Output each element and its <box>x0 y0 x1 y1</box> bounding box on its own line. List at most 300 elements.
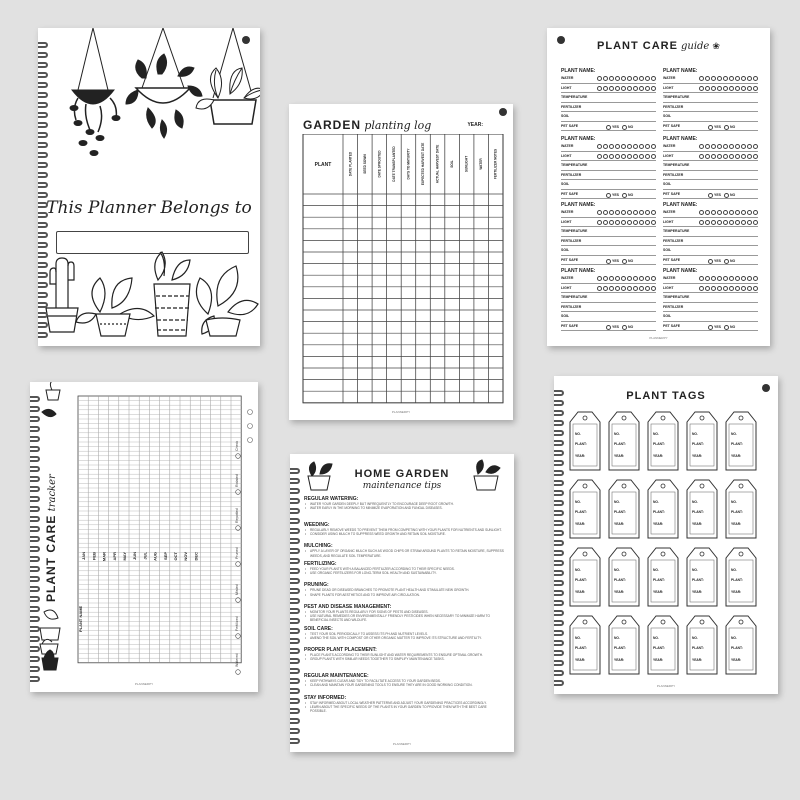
plant-tag[interactable] <box>568 546 602 606</box>
plant-tag[interactable] <box>685 614 719 674</box>
care-row[interactable] <box>561 246 656 256</box>
spiral-binding <box>38 42 50 336</box>
care-row[interactable] <box>663 122 758 132</box>
care-guide-title <box>547 40 770 52</box>
tag-field-label: YEAR: <box>614 658 625 662</box>
care-row[interactable] <box>561 84 656 94</box>
care-row-label: LIGHT <box>663 219 674 224</box>
care-row-label: FERTILIZER <box>663 172 684 177</box>
tag-field-label: NO. <box>614 636 620 640</box>
legend-label: Pruned <box>235 547 239 559</box>
footer-brand: PLANNERPY <box>134 682 154 686</box>
plant-tag[interactable] <box>685 410 719 470</box>
sun-icons[interactable] <box>699 86 758 91</box>
tag-field-label: PLANT: <box>653 442 665 446</box>
tag-field-label: YEAR: <box>731 590 742 594</box>
log-column-header: DATE SPROUTED <box>377 150 382 178</box>
tag-field-label: YEAR: <box>575 522 586 526</box>
tag-field-label: PLANT: <box>653 510 665 514</box>
log-column-header: EXPECTED HARVEST DATE <box>421 142 425 186</box>
care-row[interactable] <box>561 74 656 84</box>
care-row[interactable] <box>561 256 656 266</box>
plant-tag[interactable] <box>724 614 758 674</box>
care-row[interactable] <box>561 112 656 122</box>
tag-field-label: NO. <box>575 636 581 640</box>
tag-field-label: NO. <box>614 568 620 572</box>
care-row[interactable] <box>663 103 758 113</box>
plant-tag[interactable] <box>607 410 641 470</box>
spiral-binding <box>554 390 566 684</box>
care-row[interactable] <box>561 218 656 228</box>
legend-label: Repotted <box>235 508 239 523</box>
care-guide-title-script: guide <box>680 41 710 52</box>
potted-plant-icon <box>38 250 260 342</box>
footer-brand: PLANNERPY <box>656 684 676 688</box>
month-label: JUL <box>142 552 148 560</box>
plant-name-label: PLANT NAME: <box>561 136 596 142</box>
tip-heading: WEEDING: <box>304 521 330 528</box>
care-row[interactable] <box>663 322 758 332</box>
care-row[interactable] <box>663 312 758 322</box>
tag-field-label: YEAR: <box>692 658 703 662</box>
tag-field-label: YEAR: <box>692 522 703 526</box>
care-row-label: LIGHT <box>663 285 674 290</box>
water-drop-icons[interactable] <box>699 144 758 149</box>
care-row[interactable] <box>561 103 656 113</box>
tag-field-label: YEAR: <box>614 454 625 458</box>
no-option[interactable]: NO <box>622 191 633 200</box>
care-row-label: PET SAFE <box>663 191 681 196</box>
plant-care-card[interactable] <box>561 136 656 199</box>
tag-field-label: PLANT: <box>731 646 743 650</box>
care-row[interactable] <box>663 284 758 294</box>
tip-section <box>304 626 504 640</box>
yes-option[interactable]: YES <box>708 257 721 266</box>
plant-tag[interactable] <box>568 478 602 538</box>
tip-heading: PEST AND DISEASE MANAGEMENT: <box>304 604 392 610</box>
plant-tag[interactable] <box>724 410 758 470</box>
tip-heading: SOIL CARE: <box>304 625 333 632</box>
tip-item: • USE ORGANIC FERTILIZERS FOR LONG-TERM SOIL HEALTH AND SUSTAINABILITY. <box>304 571 504 575</box>
care-row[interactable] <box>561 152 656 162</box>
tag-field-label: NO. <box>653 500 659 504</box>
care-guide-title-bold: PLANT CARE <box>597 40 678 52</box>
care-row-label: PET SAFE <box>561 123 579 128</box>
care-row[interactable] <box>561 180 656 190</box>
tip-section <box>304 582 504 596</box>
yes-option[interactable]: YES <box>606 123 619 132</box>
care-row-label: FERTILIZER <box>663 238 684 243</box>
tracker-page <box>30 382 258 692</box>
tag-field-label: PLANT: <box>731 442 743 446</box>
tag-field-label: YEAR: <box>692 454 703 458</box>
plant-tag[interactable] <box>568 410 602 470</box>
maintenance-title-script: maintenance tips <box>362 481 442 491</box>
care-row[interactable] <box>561 312 656 322</box>
legend-checkbox[interactable] <box>236 634 241 639</box>
care-row-label: PET SAFE <box>561 191 579 196</box>
care-row-label: LIGHT <box>561 219 572 224</box>
care-row-label: WATER <box>663 76 676 80</box>
care-row-label: SOIL <box>663 314 672 318</box>
log-column-header: DATE TRANSPLANTED <box>391 146 396 182</box>
month-label: NOV <box>183 552 189 561</box>
care-row[interactable] <box>561 284 656 294</box>
care-row[interactable] <box>561 208 656 218</box>
month-label: DEC <box>193 552 199 561</box>
month-label: MAR <box>101 552 107 562</box>
water-drop-icons[interactable] <box>699 276 758 281</box>
plant-name-label: PLANT NAME <box>78 605 83 632</box>
care-row-label: LIGHT <box>663 153 674 158</box>
plant-tag[interactable] <box>646 546 680 606</box>
month-label: SEP <box>162 552 168 561</box>
yes-option[interactable]: YES <box>606 191 619 200</box>
tag-field-label: NO. <box>692 500 698 504</box>
care-row[interactable] <box>663 84 758 94</box>
legend-label: Rotated <box>235 474 239 487</box>
care-row[interactable] <box>561 142 656 152</box>
care-row-label: FERTILIZER <box>561 238 582 243</box>
legend-label: Fertilized <box>235 616 239 631</box>
care-row-label: PET SAFE <box>561 257 579 262</box>
sun-icons[interactable] <box>597 154 656 159</box>
tip-item: • PRUNE DEAD OR DISEASED BRANCHES TO PROMOTE PLANT HEALTH AND STIMULATE NEW GROWTH. <box>304 588 504 592</box>
log-column-header: FERTILIZER NOTES <box>493 148 498 180</box>
care-row[interactable] <box>561 293 656 303</box>
tip-section <box>304 673 504 687</box>
care-row-label: SOIL <box>663 248 672 252</box>
tag-field-label: PLANT: <box>731 510 743 514</box>
care-row-label: TEMPERATURE <box>663 95 690 99</box>
plant-name-label: PLANT NAME: <box>561 202 596 208</box>
tag-field-label: NO. <box>692 636 698 640</box>
care-row[interactable] <box>561 171 656 181</box>
tag-field-label: NO. <box>575 500 581 504</box>
care-row[interactable] <box>663 293 758 303</box>
care-row-label: SOIL <box>663 182 672 186</box>
tip-item: • APPLY A LAYER OF ORGANIC MULCH SUCH AS WOOD CHIPS OR STRAW AROUND PLANTS TO RETAIN MOISTURE, SUPPRESS WEEDS, AND REGULATE SOIL TEMPERATURE. <box>304 549 504 557</box>
care-row-label: SOIL <box>561 314 570 318</box>
plant-tag[interactable] <box>724 546 758 606</box>
care-row-label: TEMPERATURE <box>561 229 588 233</box>
tip-item: • WATER YOUR GARDEN DEEPLY BUT INFREQUENTLY TO ENCOURAGE DEEP ROOT GROWTH. <box>304 502 504 506</box>
maintenance-title-bold: HOME GARDEN <box>354 468 450 480</box>
care-row[interactable] <box>663 208 758 218</box>
tip-item: • GROUP PLANTS WITH SIMILAR NEEDS TOGETHER TO SIMPLIFY MAINTENANCE TASKS. <box>304 657 504 661</box>
tag-field-label: NO. <box>731 636 737 640</box>
spiral-binding <box>30 396 42 682</box>
water-drop-icons[interactable] <box>597 76 656 81</box>
tag-field-label: NO. <box>692 568 698 572</box>
tip-section <box>304 695 504 714</box>
care-row-label: SOIL <box>663 114 672 118</box>
water-drop-icons[interactable] <box>699 76 758 81</box>
tip-item: • CLEAN AND MAINTAIN YOUR GARDENING TOOLS TO ENSURE THEY ARE IN GOOD WORKING CONDITION. <box>304 683 504 687</box>
care-row-label: TEMPERATURE <box>663 163 690 167</box>
care-row[interactable] <box>663 152 758 162</box>
sun-icons[interactable] <box>699 220 758 225</box>
sun-icons[interactable] <box>597 286 656 291</box>
care-row[interactable] <box>561 190 656 200</box>
yes-option[interactable]: YES <box>708 323 721 332</box>
tag-field-label: YEAR: <box>614 522 625 526</box>
yes-option[interactable]: YES <box>708 123 721 132</box>
no-option[interactable]: NO <box>622 257 633 266</box>
care-row-label: PET SAFE <box>663 323 681 328</box>
care-row-label: LIGHT <box>561 285 572 290</box>
care-row[interactable] <box>663 112 758 122</box>
tag-field-label: NO. <box>731 568 737 572</box>
no-option[interactable]: NO <box>724 257 735 266</box>
care-row[interactable] <box>663 161 758 171</box>
tip-section <box>304 543 504 557</box>
tag-field-label: PLANT: <box>692 578 704 582</box>
footer-brand: PLANNERPY <box>392 742 412 746</box>
no-option[interactable]: NO <box>622 123 633 132</box>
care-row-label: LIGHT <box>663 85 674 90</box>
care-row[interactable] <box>663 274 758 284</box>
tag-field-label: PLANT: <box>731 578 743 582</box>
tracker-grid[interactable] <box>30 382 258 692</box>
plant-tag[interactable] <box>646 614 680 674</box>
tip-item: • TEST YOUR SOIL PERIODICALLY TO ASSESS ITS PH AND NUTRIENT LEVELS. <box>304 632 504 636</box>
month-label: OCT <box>173 552 178 561</box>
tip-item: • REGULARLY REMOVE WEEDS TO PREVENT THEM FROM COMPETING WITH YOUR PLANTS FOR NUTRIENTS AND SUNLIGHT. <box>304 528 504 532</box>
care-row[interactable] <box>663 246 758 256</box>
log-column-header: WATER <box>479 158 484 170</box>
tag-field-label: PLANT: <box>575 510 587 514</box>
legend-label: Watered <box>235 653 239 667</box>
care-row-label: FERTILIZER <box>561 172 582 177</box>
tag-field-label: YEAR: <box>731 454 742 458</box>
tip-heading: PRUNING: <box>304 582 329 589</box>
care-row-label: WATER <box>663 210 676 214</box>
yes-option[interactable]: YES <box>606 323 619 332</box>
tag-field-label: YEAR: <box>575 658 586 662</box>
log-column-header: SEED SOWN <box>362 154 367 174</box>
care-row[interactable] <box>663 190 758 200</box>
footer-brand: PLANNERPY <box>649 336 668 340</box>
care-row[interactable] <box>663 180 758 190</box>
tag-field-label: NO. <box>731 432 737 436</box>
sun-icons[interactable] <box>597 220 656 225</box>
legend-label: Check <box>235 440 239 451</box>
care-row[interactable] <box>663 237 758 247</box>
care-row-label: TEMPERATURE <box>561 95 588 99</box>
tag-field-label: NO. <box>653 636 659 640</box>
tag-field-label: YEAR: <box>692 590 703 594</box>
log-column-header: DATE PLANTED <box>348 151 353 177</box>
spiral-binding <box>290 468 302 742</box>
no-option[interactable]: NO <box>724 123 735 132</box>
care-row-label: FERTILIZER <box>561 104 582 109</box>
plant-care-card[interactable] <box>663 202 758 265</box>
care-row[interactable] <box>561 93 656 103</box>
plant-name-label: PLANT NAME: <box>663 202 698 208</box>
sun-icons[interactable] <box>699 286 758 291</box>
care-row[interactable] <box>663 303 758 313</box>
water-drop-icons[interactable] <box>597 144 656 149</box>
water-drop-icons[interactable] <box>699 210 758 215</box>
care-row-label: PET SAFE <box>663 257 681 262</box>
care-row-label: TEMPERATURE <box>561 163 588 167</box>
plant-tag[interactable] <box>646 478 680 538</box>
care-row[interactable] <box>561 237 656 247</box>
tag-field-label: PLANT: <box>575 646 587 650</box>
month-label: FEB <box>91 552 97 560</box>
plant-tag[interactable] <box>607 478 641 538</box>
tag-field-label: YEAR: <box>653 454 664 458</box>
plant-care-card[interactable] <box>561 202 656 265</box>
plant-name-label: PLANT NAME: <box>561 68 596 74</box>
month-label: JUN <box>132 552 138 561</box>
planting-log-title-bold: GARDEN <box>303 118 362 132</box>
plant-tag[interactable] <box>724 478 758 538</box>
care-row[interactable] <box>663 218 758 228</box>
owner-page <box>38 28 260 346</box>
care-row-label: TEMPERATURE <box>663 295 690 299</box>
plant-name-label: PLANT NAME: <box>663 68 698 74</box>
tag-field-label: PLANT: <box>614 646 626 650</box>
legend-checkbox[interactable] <box>236 562 241 567</box>
care-row[interactable] <box>561 322 656 332</box>
legend-checkbox[interactable] <box>236 670 241 675</box>
tag-field-label: PLANT: <box>692 442 704 446</box>
tag-field-label: PLANT: <box>692 646 704 650</box>
care-row-label: WATER <box>663 276 676 280</box>
tag-field-label: PLANT: <box>614 442 626 446</box>
care-row[interactable] <box>561 303 656 313</box>
care-guide-page <box>547 28 770 346</box>
tip-section <box>304 647 504 661</box>
care-row[interactable] <box>561 161 656 171</box>
tag-field-label: NO. <box>653 432 659 436</box>
plant-care-card[interactable] <box>663 136 758 199</box>
tag-field-label: PLANT: <box>614 578 626 582</box>
tip-item: • WATER EARLY IN THE MORNING TO MINIMIZE EVAPORATION AND FUNGAL DISEASES. <box>304 506 504 510</box>
care-row-label: PET SAFE <box>663 123 681 128</box>
tag-field-label: NO. <box>653 568 659 572</box>
sun-icons[interactable] <box>597 86 656 91</box>
water-drop-icons[interactable] <box>597 276 656 281</box>
tag-field-label: NO. <box>614 500 620 504</box>
planting-log-year-label: YEAR: <box>467 122 483 128</box>
care-row[interactable] <box>663 171 758 181</box>
tag-field-label: NO. <box>731 500 737 504</box>
care-row[interactable] <box>561 274 656 284</box>
care-row-label: WATER <box>561 76 574 80</box>
plant-name-label: PLANT NAME: <box>663 268 698 274</box>
plant-care-card[interactable] <box>663 268 758 331</box>
hanging-plant-icon <box>38 28 260 198</box>
plant-tag[interactable] <box>685 478 719 538</box>
care-row[interactable] <box>561 227 656 237</box>
care-row[interactable] <box>663 93 758 103</box>
legend-checkbox[interactable] <box>236 490 241 495</box>
tag-field-label: NO. <box>614 432 620 436</box>
tip-heading: STAY INFORMED: <box>304 694 347 701</box>
sun-icons[interactable] <box>699 154 758 159</box>
tag-field-label: YEAR: <box>653 658 664 662</box>
plant-name-label: PLANT NAME: <box>561 268 596 274</box>
tip-item: • PLACE PLANTS ACCORDING TO THEIR SUNLIGHT AND WATER REQUIREMENTS TO ENSURE OPTIMAL GROWTH. <box>304 653 504 657</box>
no-option[interactable]: NO <box>724 191 735 200</box>
care-row-label: FERTILIZER <box>561 304 582 309</box>
plant-care-card[interactable] <box>561 68 656 131</box>
no-option[interactable]: NO <box>724 323 735 332</box>
tag-field-label: PLANT: <box>653 578 665 582</box>
tip-item: • STAY INFORMED ABOUT LOCAL WEATHER PATTERNS AND ADJUST YOUR GARDENING PRACTICES ACCORDINGLY. <box>304 701 504 705</box>
tag-field-label: PLANT: <box>692 510 704 514</box>
tag-field-label: YEAR: <box>731 522 742 526</box>
planting-log-table[interactable] <box>289 134 513 420</box>
punch-hole <box>499 108 507 116</box>
no-option[interactable]: NO <box>622 323 633 332</box>
plant-care-card[interactable] <box>561 268 656 331</box>
month-label: APR <box>111 552 117 561</box>
month-label: JAN <box>81 552 87 561</box>
yes-option[interactable]: YES <box>708 191 721 200</box>
tip-section <box>304 561 504 575</box>
plant-tag[interactable] <box>607 614 641 674</box>
plant-tags-page <box>554 376 778 694</box>
care-row-label: SOIL <box>561 182 570 186</box>
tag-field-label: PLANT: <box>653 646 665 650</box>
tag-field-label: PLANT: <box>614 510 626 514</box>
leaf-sprig-icon: ❀ <box>712 41 720 51</box>
yes-option[interactable]: YES <box>606 257 619 266</box>
care-row[interactable] <box>663 227 758 237</box>
care-row-label: WATER <box>663 144 676 148</box>
care-row-label: SOIL <box>561 114 570 118</box>
legend-checkbox[interactable] <box>236 526 241 531</box>
care-row-label: WATER <box>561 210 574 214</box>
care-row-label: FERTILIZER <box>663 304 684 309</box>
tag-field-label: YEAR: <box>575 590 586 594</box>
tip-section <box>304 522 504 536</box>
tip-heading: MULCHING: <box>304 543 333 550</box>
care-row[interactable] <box>561 122 656 132</box>
tip-item: • SHAPE PLANTS FOR AESTHETICS AND TO IMPROVE AIR CIRCULATION. <box>304 593 504 597</box>
plant-tag[interactable] <box>607 546 641 606</box>
planting-log-title-script: planting log <box>364 119 432 132</box>
tag-field-label: YEAR: <box>731 658 742 662</box>
tag-field-label: PLANT: <box>575 578 587 582</box>
water-drop-icons[interactable] <box>597 210 656 215</box>
plant-tag[interactable] <box>685 546 719 606</box>
care-row[interactable] <box>663 142 758 152</box>
tip-section <box>304 496 504 510</box>
care-row-label: WATER <box>561 144 574 148</box>
tip-heading: REGULAR MAINTENANCE: <box>304 673 369 679</box>
tip-item: • KEEP PATHWAYS CLEAR AND TIDY TO FACILITATE ACCESS TO YOUR GARDEN BEDS. <box>304 679 504 683</box>
plant-care-card[interactable] <box>663 68 758 131</box>
plant-name-label: PLANT NAME: <box>663 136 698 142</box>
plant-tag[interactable] <box>646 410 680 470</box>
plant-tag[interactable] <box>568 614 602 674</box>
care-row[interactable] <box>663 256 758 266</box>
log-column-header: PLANT <box>314 162 332 168</box>
log-column-header: SUNLIGHT <box>464 155 469 173</box>
tag-field-label: PLANT: <box>575 442 587 446</box>
care-row[interactable] <box>663 74 758 84</box>
tip-item: • FEED YOUR PLANTS WITH A BALANCED FERTILIZER ACCORDING TO THEIR SPECIFIC NEEDS. <box>304 567 504 571</box>
tag-field-label: YEAR: <box>653 590 664 594</box>
month-label: MAY <box>122 552 127 561</box>
tip-heading: PROPER PLANT PLACEMENT: <box>304 647 377 654</box>
owner-title: This Planner Belongs to <box>46 198 252 218</box>
